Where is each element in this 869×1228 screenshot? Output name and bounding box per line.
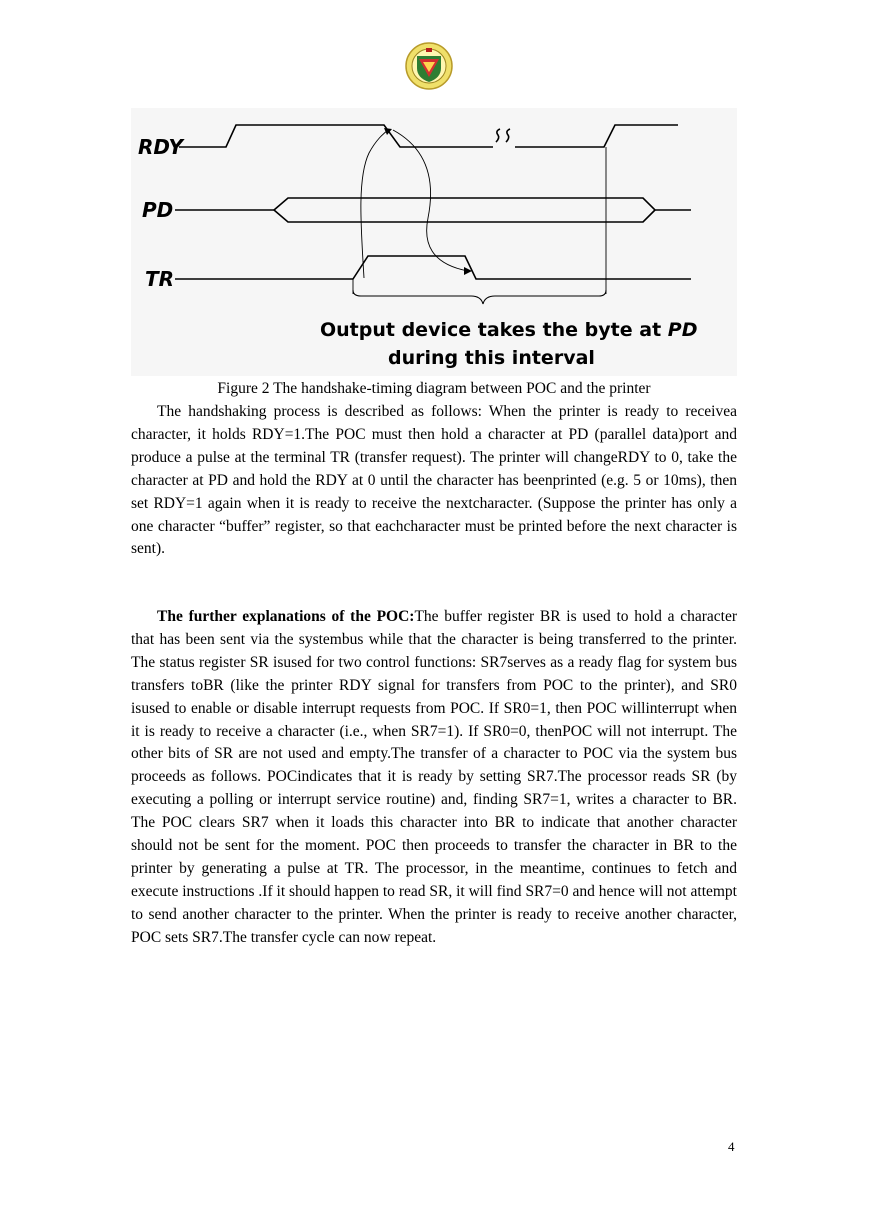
rdy-waveform xyxy=(179,125,678,147)
university-logo xyxy=(405,42,453,90)
handshake-timing-diagram xyxy=(131,108,737,376)
pd-label: PD xyxy=(142,198,174,222)
interval-annotation-line2: during this interval xyxy=(388,347,595,369)
rdy-label: RDY xyxy=(138,135,183,159)
figure-caption: Figure 2 The handshake-timing diagram between POC and the printer xyxy=(217,380,651,397)
tr-label: TR xyxy=(145,267,175,291)
interval-brace xyxy=(353,290,606,304)
handshake-paragraph: The handshaking process is described as follows: When the printer is ready to receivea character, it holds RDY=1.The POC must then hold a character at PD (parallel data)port and produce a pulse at the terminal TR (transfer request). The printer will changeRDY to 0, take the character at PD and hold the RDY at 0 until the character has beenprinted (e.g. 5 or 10ms), then set RDY=1 again when it is ready to receive the nextcharacter. (Suppose the printer has only a one character “buffer” register, so that eachcharacter must be printed before the next character is sent). xyxy=(131,403,737,558)
pd-waveform xyxy=(175,198,691,222)
poc-explanation-paragraph xyxy=(131,606,737,950)
tr-waveform xyxy=(175,256,691,279)
poc-explanation-body: The buffer register BR is used to hold a character that has been sent via the systembus while that the character is being transferred to the printer. The status register SR isused for two control functions: SR7serves as a ready flag for system bus transfers toBR (like the printer RDY signal for transfers from POC to the printer), and SR0 isused to enable or disable interrupt requests from POC. If SR0=1, then POC willinterrupt when it is ready to receive a character (i.e., when SR7=1). If SR0=0, thenPOC will not interrupt. The other bits of SR are not used and empty.The transfer of a character to POC via the system bus proceeds as follows. POCindicates that it is ready by setting SR7.The processor reads SR (by executing a polling or interrupt service routine) and, finding SR7=1, writes a character to BR. The POC clears SR7 when it loads this character into BR to indicate that another character should not be sent for the moment. POC then proceeds to transfer the character in BR to the printer by generating a pulse at TR. The processor, in the meantime, continues to fetch and execute instructions .If it should happen to read SR, it will find SR7=0 and hence will not attempt to send another character to the printer. When the printer is ready to receive another character, POC sets SR7.The transfer cycle can now repeat. xyxy=(131,608,737,946)
interval-annotation-line1: Output device takes the byte at PD xyxy=(320,319,698,341)
interval-markers xyxy=(353,147,606,294)
poc-explanation-lead: The further explanations of the POC: xyxy=(157,608,415,625)
page-number: 4 xyxy=(728,1139,735,1154)
